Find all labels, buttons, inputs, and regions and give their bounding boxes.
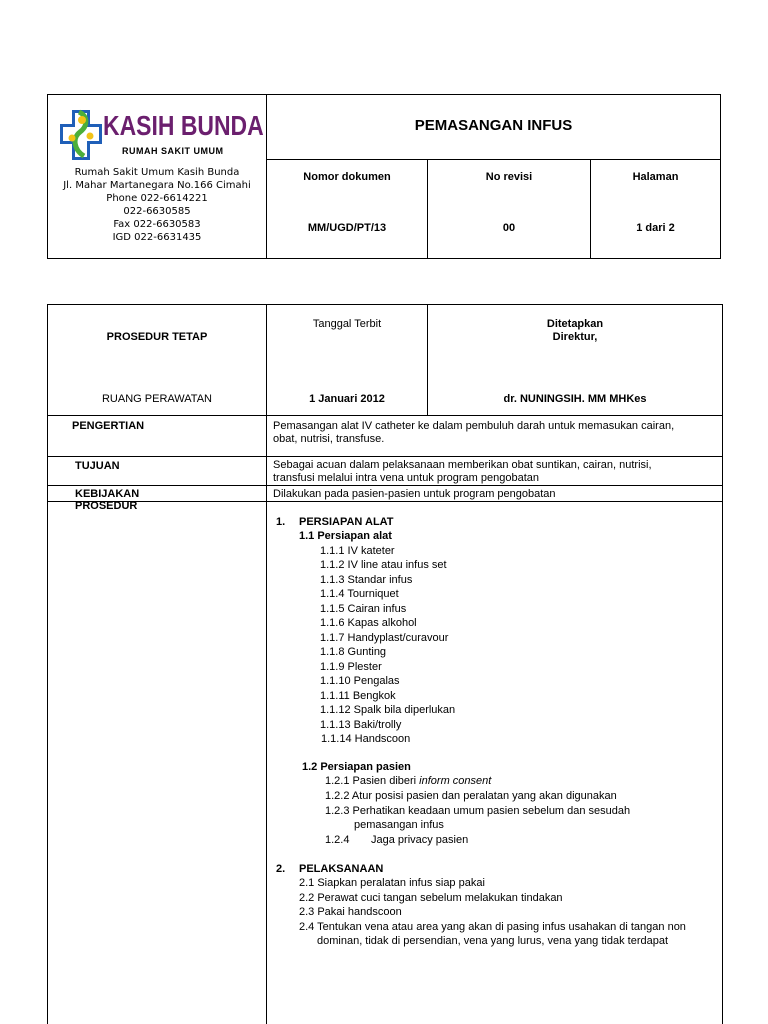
tujuan-label: TUJUAN (75, 460, 120, 472)
list-item: 1.1.11 Bengkok (320, 690, 396, 702)
address-line: Phone 022-6614221 (106, 193, 208, 204)
nomor-dokumen-label: Nomor dokumen (303, 171, 391, 183)
list-item: 1.1.8 Gunting (320, 646, 387, 658)
list-item: 1.1.12 Spalk bila diperlukan (320, 704, 456, 716)
halaman-label: Halaman (632, 171, 679, 183)
list-item: 1.1.6 Kapas alkohol (320, 617, 417, 629)
kebijakan-label: KEBIJAKAN (75, 488, 140, 500)
pengertian-text-line: Pemasangan alat IV catheter ke dalam pembuluh darah untuk memasukan cairan, (273, 420, 675, 432)
kebijakan-text: Dilakukan pada pasien-pasien untuk program pengobatan (273, 488, 556, 500)
list-item: 1.1.2 IV line atau infus set (320, 559, 447, 571)
list-item: 2.1 Siapkan peralatan infus siap pakai (299, 877, 485, 889)
subsection-title: 1.1 Persiapan alat (299, 530, 392, 542)
list-item: 1.1.5 Cairan infus (320, 603, 407, 615)
logo-subtitle: RUMAH SAKIT UMUM (122, 146, 224, 156)
halaman-value: 1 dari 2 (636, 222, 675, 234)
list-item: 1.1.4 Tourniquet (320, 588, 399, 600)
address-line: 022-6630585 (123, 206, 191, 217)
list-item-continuation: pemasangan infus (354, 819, 444, 831)
list-item: 1.2.1 Pasien diberi inform consent (325, 775, 492, 787)
section-title: PELAKSANAAN (299, 863, 384, 875)
tanggal-terbit-label: Tanggal Terbit (312, 318, 382, 330)
ruang-label: RUANG PERAWATAN (101, 393, 212, 405)
list-item: 2.2 Perawat cuci tangan sebelum melakukan tindakan (299, 892, 563, 904)
section-number: 1. (276, 516, 286, 528)
list-item: 2.3 Pakai handscoon (299, 906, 402, 918)
list-item: 1.2.3 Perhatikan keadaan umum pasien sebelum dan sesudah (325, 805, 631, 817)
list-item: 2.4 Tentukan vena atau area yang akan di pasing infus usahakan di tangan non (299, 921, 686, 933)
address-line: IGD 022-6631435 (112, 232, 202, 243)
list-item: 1.1.13 Baki/trolly (320, 719, 402, 731)
address-line: Fax 022-6630583 (113, 219, 201, 230)
list-item: 1.1.9 Plester (320, 661, 382, 673)
prosedur-tetap-label: PROSEDUR TETAP (106, 331, 208, 343)
pengertian-label: PENGERTIAN (72, 420, 145, 432)
nomor-dokumen-value: MM/UGD/PT/13 (307, 222, 387, 234)
no-revisi-value: 00 (502, 222, 516, 234)
pengertian-text-line: obat, nutrisi, transfuse. (273, 433, 385, 445)
direktur-label: Direktur, (552, 331, 598, 343)
address-line: Rumah Sakit Umum Kasih Bunda (74, 167, 240, 178)
tujuan-text-line: Sebagai acuan dalam pelaksanaan memberikan obat suntikan, cairan, nutrisi, (273, 459, 652, 471)
section-title: PERSIAPAN ALAT (299, 516, 394, 528)
tujuan-text-line: transfusi melalui intra vena untuk program pengobatan (273, 472, 539, 484)
list-item: 1.1.1 IV kateter (320, 545, 395, 557)
cross-logo-icon (58, 106, 104, 162)
list-item: Jaga privacy pasien (371, 834, 469, 846)
list-item-number: 1.2.4 (325, 834, 350, 846)
subsection-title: 1.2 Persiapan pasien (302, 761, 411, 773)
no-revisi-label: No revisi (485, 171, 533, 183)
prosedur-label: PROSEDUR (75, 500, 138, 512)
list-item: 1.2.2 Atur posisi pasien dan peralatan yang akan digunakan (325, 790, 617, 802)
tanggal-terbit-value: 1 Januari 2012 (309, 393, 385, 405)
document-title: PEMASANGAN INFUS (414, 117, 573, 134)
list-item: 1.1.10 Pengalas (320, 675, 400, 687)
list-item: 1.1.7 Handyplast/curavour (320, 632, 449, 644)
address-line: Jl. Mahar Martanegara No.166 Cimahi (63, 180, 251, 191)
logo-brand: KASIH BUNDA (103, 110, 264, 141)
ditetapkan-label: Ditetapkan (546, 318, 604, 330)
section-number: 2. (276, 863, 286, 875)
direktur-name: dr. NUNINGSIH. MM MHKes (503, 393, 647, 405)
list-item-continuation: dominan, tidak di persendian, vena yang lurus, vena yang tidak terdapat (317, 935, 669, 947)
list-item: 1.1.3 Standar infus (320, 574, 413, 586)
list-item: 1.1.14 Handscoon (321, 733, 411, 745)
